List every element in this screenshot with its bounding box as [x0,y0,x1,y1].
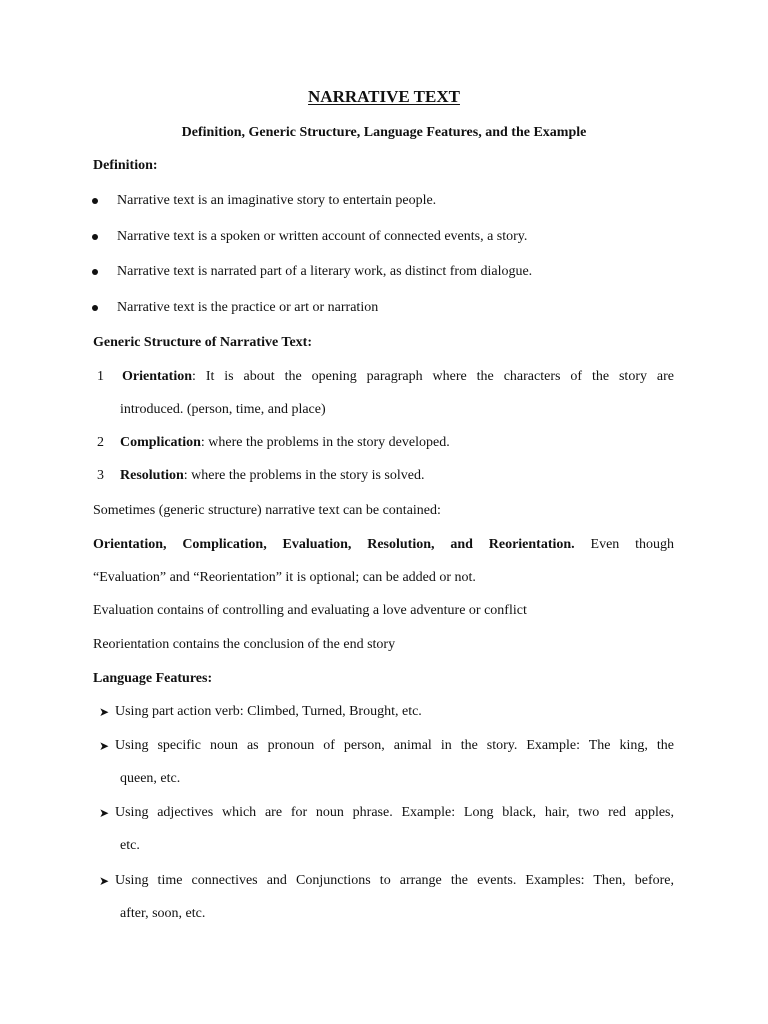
extended-structure-terms: Orientation, Complication, Evaluation, Resolution, and Reorientation. [93,537,575,552]
extended-structure-continuation: “Evaluation” and “Reorientation” it is optional; can be added or not. [93,570,476,585]
orientation-text: : It is about the opening paragraph where the characters of the story are [192,369,674,384]
structure-note: Sometimes (generic structure) narrative text can be contained: [93,503,441,518]
page-subtitle: Definition, Generic Structure, Language Features, and the Example [181,125,587,140]
evaluation-text: Evaluation contains of controlling and evaluating a love adventure or conflict [93,603,527,618]
complication-term: Complication [120,435,201,450]
bullet-dot-icon [92,234,98,240]
structure-number-3: 3 [97,468,104,483]
language-item-3-continuation: etc. [120,838,140,853]
structure-extended-line [93,536,674,554]
extended-structure-rest: Even though [574,537,675,552]
definition-item-2: Narrative text is a spoken or written account of connected events, a story. [117,229,528,244]
structure-number-1: 1 [97,369,104,384]
resolution-text: : where the problems in the story is solved. [183,468,425,483]
language-item-1: Using part action verb: Climbed, Turned, Brought, etc. [115,704,422,719]
structure-number-2: 2 [97,435,104,450]
orientation-term: Orientation [122,369,192,384]
arrow-bullet-icon: ➤ [99,705,110,719]
bullet-dot-icon [92,305,98,311]
orientation-continuation: introduced. (person, time, and place) [120,402,326,417]
language-item-4-continuation: after, soon, etc. [120,906,206,921]
language-item-2: Using specific noun as pronoun of person, animal in the story. Example: The king, the [115,738,674,753]
bullet-dot-icon [92,198,98,204]
arrow-bullet-icon: ➤ [99,739,110,753]
structure-item-orientation [122,368,674,386]
definition-item-3: Narrative text is narrated part of a literary work, as distinct from dialogue. [117,264,533,279]
complication-text: : where the problems in the story developed. [200,435,450,450]
arrow-bullet-icon: ➤ [99,806,110,820]
structure-item-complication [120,434,450,452]
language-item-3: Using adjectives which are for noun phrase. Example: Long black, hair, two red apples, [115,805,674,820]
definition-item-1: Narrative text is an imaginative story to entertain people. [117,193,437,208]
resolution-term: Resolution [120,468,184,483]
bullet-dot-icon [92,269,98,275]
language-item-4: Using time connectives and Conjunctions to arrange the events. Examples: Then, before, [115,873,674,888]
definition-heading: Definition: [93,158,158,173]
arrow-bullet-icon: ➤ [99,874,110,888]
reorientation-text: Reorientation contains the conclusion of the end story [93,637,396,652]
page-title: NARRATIVE TEXT [308,87,460,106]
language-heading: Language Features: [93,671,213,686]
structure-item-resolution [120,467,424,485]
structure-heading: Generic Structure of Narrative Text: [93,335,313,350]
language-item-2-continuation: queen, etc. [120,771,181,786]
definition-item-4: Narrative text is the practice or art or narration [117,300,379,315]
